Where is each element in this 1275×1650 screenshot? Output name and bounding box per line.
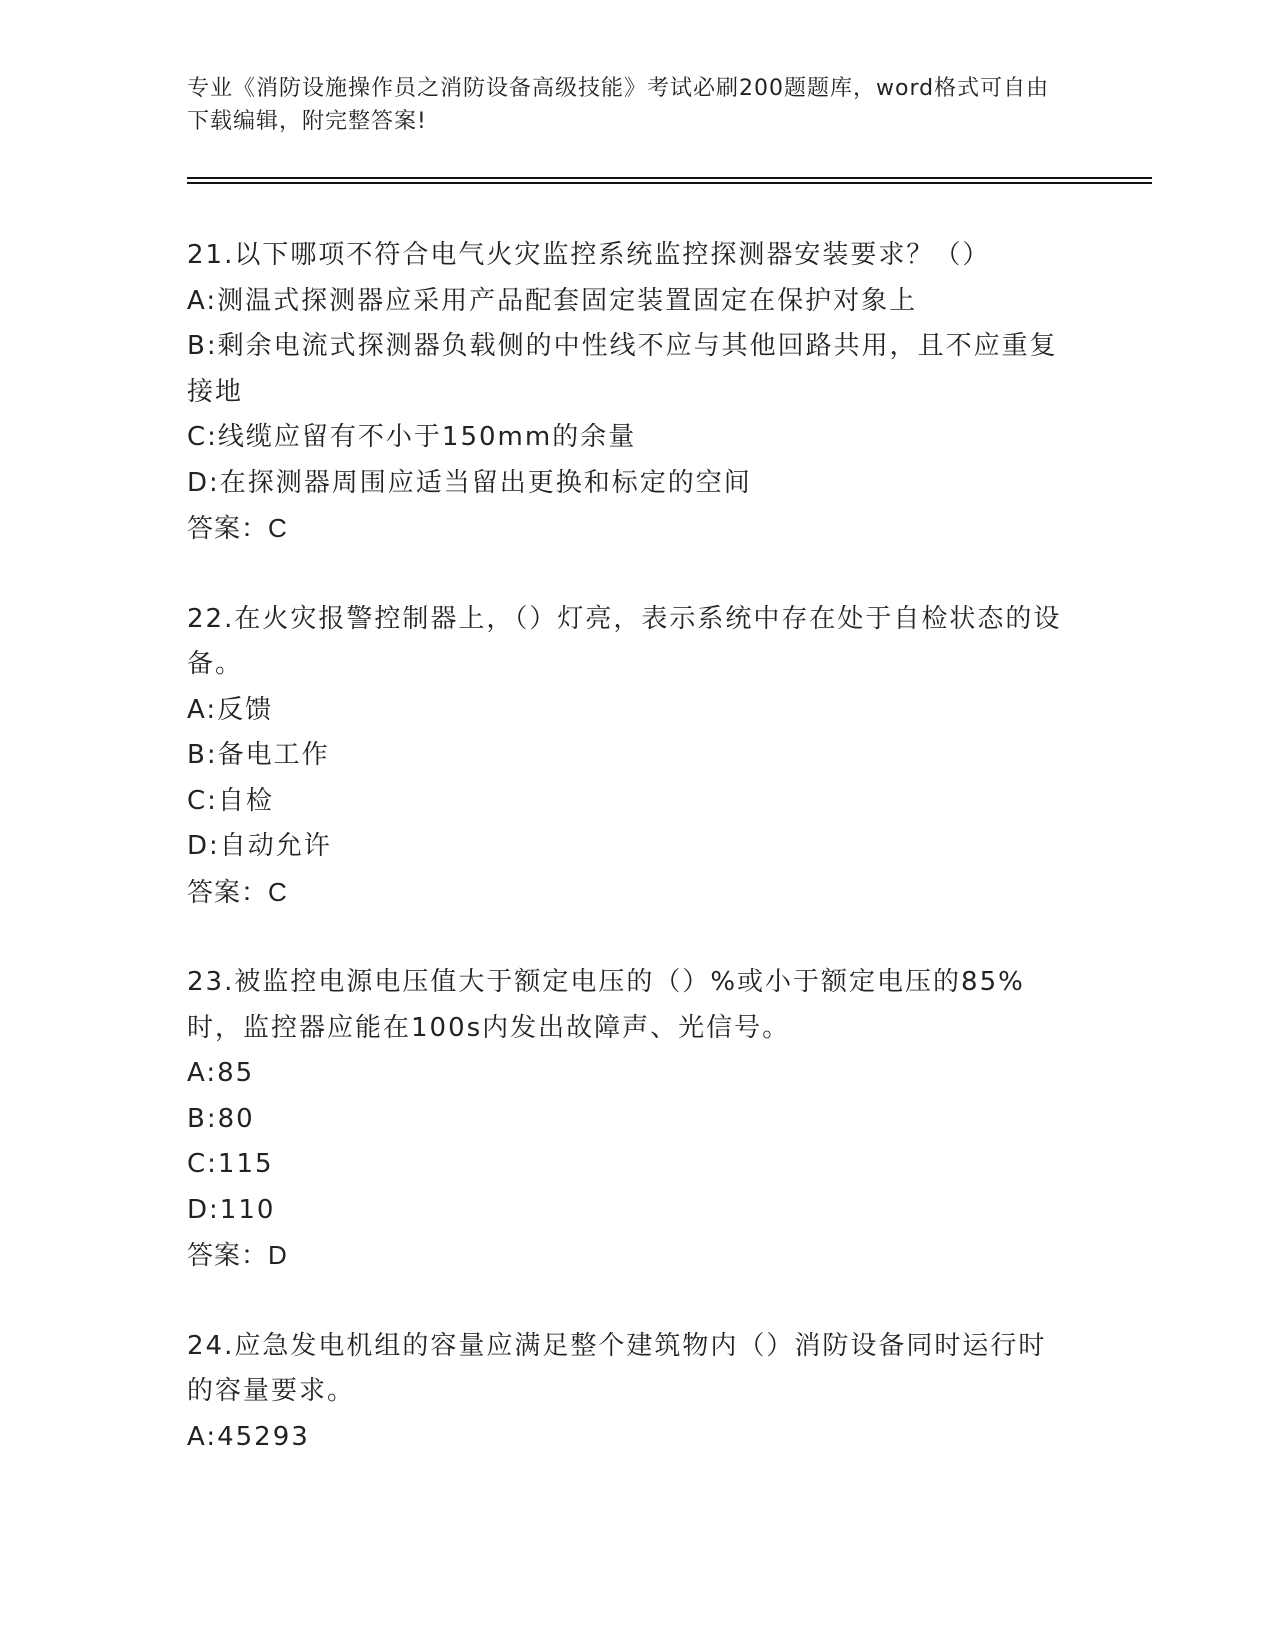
option-d: D:自动允许 (187, 831, 332, 861)
question-23 (187, 960, 1067, 1279)
header-divider-top (187, 177, 1152, 179)
question-24 (187, 1324, 1067, 1461)
question-stem: 24.应急发电机组的容量应满足整个建筑物内（）消防设备同时运行时的容量要求。 (187, 1330, 1047, 1406)
option-a: A:85 (187, 1058, 255, 1088)
option-d: D:110 (187, 1194, 276, 1225)
question-stem: 21.以下哪项不符合电气火灾监控系统监控探测器安装要求？（） (187, 240, 991, 270)
answer: 答案：C (187, 876, 288, 907)
answer: 答案：C (187, 513, 288, 543)
header-divider-bottom (187, 182, 1152, 184)
option-a: A:45293 (187, 1421, 310, 1452)
question-list (187, 233, 1067, 1505)
option-c: C:自检 (187, 785, 274, 816)
document-header: 专业《消防设施操作员之消防设备高级技能》考试必刷200题题库，word格式可自由下载编辑，附完整答案! (187, 76, 1050, 134)
option-a: A:测温式探测器应采用产品配套固定装置固定在保护对象上 (187, 285, 918, 316)
option-c: C:线缆应留有不小于150mm的余量 (187, 422, 637, 452)
option-d: D:在探测器周围应适当留出更换和标定的空间 (187, 467, 752, 498)
answer: 答案：D (187, 1240, 288, 1270)
question-21 (187, 233, 1067, 552)
option-b: B:80 (187, 1103, 255, 1134)
question-22 (187, 597, 1067, 916)
option-b: B:备电工作 (187, 740, 330, 770)
option-c: C:115 (187, 1149, 274, 1179)
question-stem: 23.被监控电源电压值大于额定电压的（）%或小于额定电压的85%时，监控器应能在100s内发出故障声、光信号。 (187, 967, 1025, 1043)
question-stem: 22.在火灾报警控制器上，（）灯亮，表示系统中存在处于自检状态的设备。 (187, 603, 1062, 679)
option-a: A:反馈 (187, 694, 274, 725)
option-b: B:剩余电流式探测器负载侧的中性线不应与其他回路共用，且不应重复接地 (187, 331, 1058, 407)
